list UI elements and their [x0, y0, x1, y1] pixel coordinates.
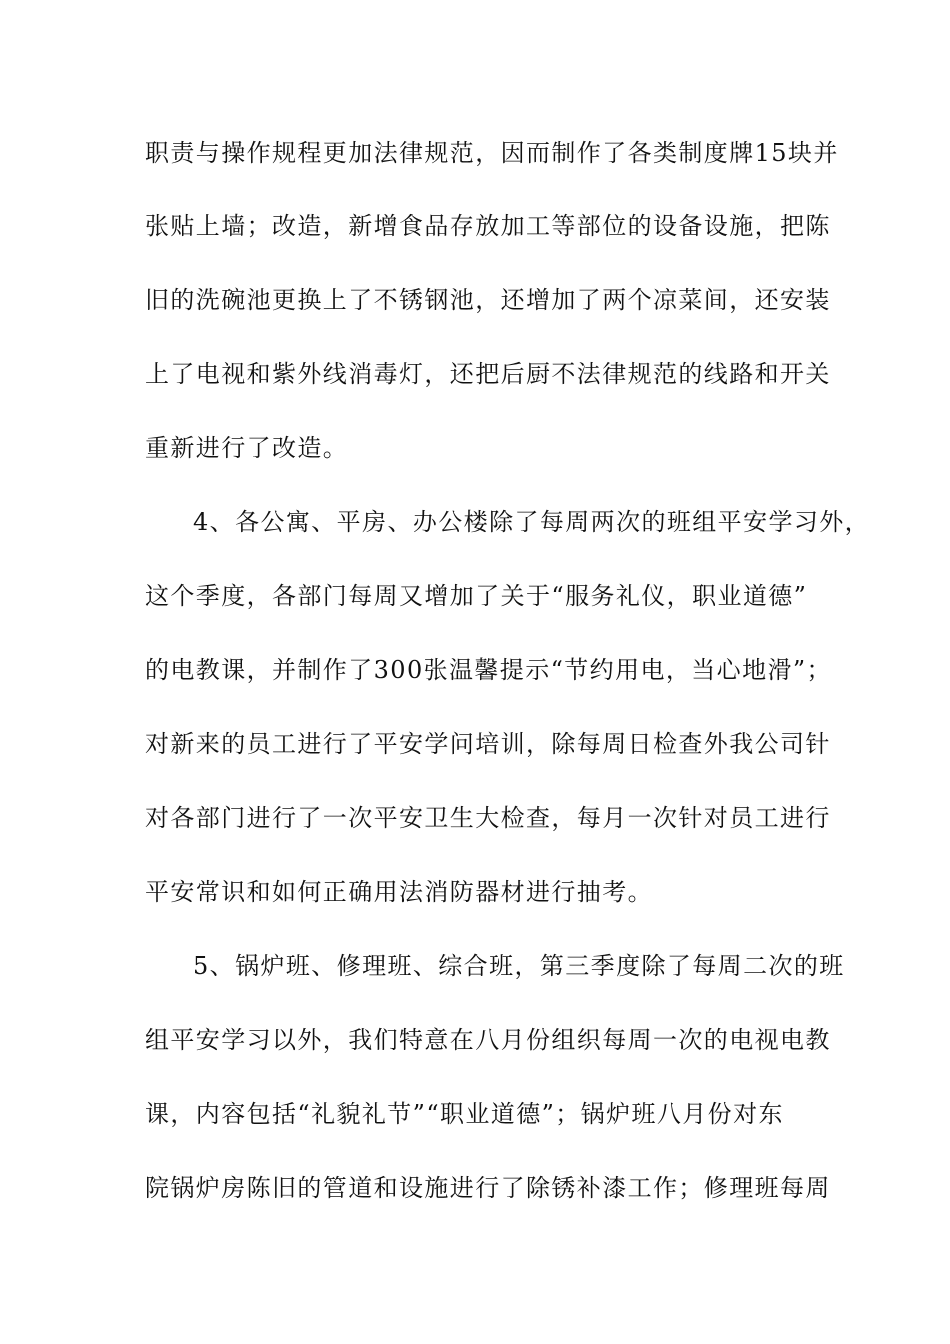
text-line: 张贴上墙；改造，新增食品存放加工等部位的设备设施，把陈 — [145, 212, 831, 240]
text-line: 这个季度，各部门每周又增加了关于“服务礼仪，职业道德” — [145, 582, 808, 610]
text-line: 对各部门进行了一次平安卫生大检查，每月一次针对员工进行 — [145, 804, 831, 832]
text-line: 上了电视和紫外线消毒灯，还把后厨不法律规范的线路和开关 — [145, 360, 831, 388]
text-line: 组平安学习以外，我们特意在八月份组织每周一次的电视电教 — [145, 1026, 831, 1054]
text-line: 院锅炉房陈旧的管道和设施进行了除锈补漆工作；修理班每周 — [145, 1174, 831, 1202]
text-line: 课，内容包括“礼貌礼节”“职业道德”；锅炉班八月份对东 — [145, 1100, 784, 1128]
text-line: 旧的洗碗池更换上了不锈钢池，还增加了两个凉菜间，还安装 — [145, 286, 831, 314]
text-line: 重新进行了改造。 — [145, 434, 349, 462]
text-line: 平安常识和如何正确用法消防器材进行抽考。 — [145, 878, 653, 906]
text-line: 5、锅炉班、修理班、综合班，第三季度除了每周二次的班 — [193, 952, 845, 980]
text-line: 4、各公寓、平房、办公楼除了每周两次的班组平安学习外， — [193, 508, 871, 536]
text-line: 对新来的员工进行了平安学问培训，除每周日检查外我公司针 — [145, 730, 831, 758]
text-line: 的电教课，并制作了300张温馨提示“节约用电，当心地滑”； — [145, 656, 832, 684]
text-line: 职责与操作规程更加法律规范，因而制作了各类制度牌15块并 — [145, 139, 839, 167]
